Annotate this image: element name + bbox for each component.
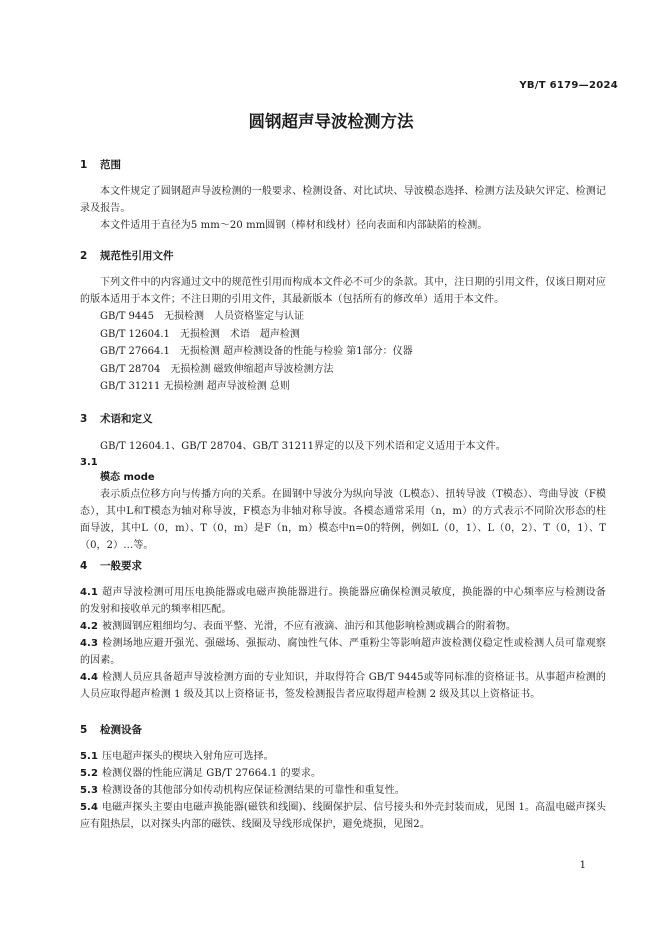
section-equipment xyxy=(80,723,606,737)
paragraph: 本文件适用于直径为5 mm～20 mm圆钢（棒材和线材）径向表面和内部缺陷的检测。 xyxy=(100,220,488,231)
term-name: 模态 mode xyxy=(100,472,155,483)
page-number: 1 xyxy=(579,860,586,871)
section-terms xyxy=(80,412,606,426)
section-heading: 4 一般要求 xyxy=(80,560,142,572)
standard-code: YB/T 6179—2024 xyxy=(519,80,618,91)
reference-item: GB/T 12604.1 无损检测 术语 超声检测 xyxy=(100,328,300,340)
document-title: 圆钢超声导波检测方法 xyxy=(248,112,414,131)
references-body xyxy=(80,274,606,396)
clause: 4.2 被测圆钢应粗细均匀、表面平整、光滑，不应有液滴、油污和其他影响检测或耦合的附着物。 xyxy=(80,621,517,632)
clause: 4.3 检测场地应避开强光、强磁场、强振动、腐蚀性气体、严重粉尘等影响超声波检测仪稳定性或检测人员可靠观察的因素。 xyxy=(80,638,606,666)
section-heading: 3 术语和定义 xyxy=(80,413,153,425)
reference-item: GB/T 31211 无损检测 超声导波检测 总则 xyxy=(100,381,290,392)
reference-item: GB/T 27664.1 无损检测 超声检测设备的性能与检验 第1部分：仪器 xyxy=(100,346,413,357)
scope-body xyxy=(80,183,606,234)
terms-body xyxy=(80,438,606,554)
clause: 5.1 压电超声探头的楔块入射角应可选择。 xyxy=(80,751,274,762)
term-definition: 表示质点位移方向与传播方向的关系。在圆钢中导波分为纵向导波（L模态）、扭转导波（T模态）、弯曲导波（F模态），其中L和T模态为轴对称导波，F模态为非轴对称导波。各模态通常采用（n，m）的方式表示不同阶次形态的柱面导波，其中L（0，m）、T（0，m）是F（n，m）模态中n=0的特例，例如L（0，1）、L（0，2）、T（0，1）、T（0，2）…等。 xyxy=(80,489,606,551)
term-number: 3.1 xyxy=(80,457,98,468)
section-scope xyxy=(80,158,606,172)
reference-item: GB/T 28704 无损检测 磁致伸缩超声导波检测方法 xyxy=(100,363,334,375)
paragraph: 本文件规定了圆钢超声导波检测的一般要求、检测设备、对比试块、导波模态选择、检测方法及缺欠评定、检测记录及报告。 xyxy=(80,186,606,214)
clause: 5.4 电磁声探头主要由电磁声换能器(磁铁和线圈)、线圈保护层、信号接头和外壳封装而成，见图 1。高温电磁声探头应有阻热层，以对探头内部的磁铁、线圈及导线形成保护，避免烧损，见图2。 xyxy=(80,802,606,830)
clause: 5.2 检测仪器的性能应满足 GB/T 27664.1 的要求。 xyxy=(80,768,322,779)
clause: 4.4 检测人员应具备超声导波检测方面的专业知识，并取得符合 GB/T 9445或等同标准的资格证书。从事超声检测的人员应取得超声检测 1 级及其以上资格证书，签发检测报告者应取得超声检测 2 级及其以上资格证书。 xyxy=(80,672,606,700)
section-heading: 2 规范性引用文件 xyxy=(80,250,174,262)
clause: 4.1 超声导波检测可用压电换能器或电磁声换能器进行。换能器应确保检测灵敏度，换能器的中心频率应与检测设备的发射和接收单元的频率相匹配。 xyxy=(80,587,606,615)
section-heading: 1 范围 xyxy=(80,159,121,171)
section-normative-references xyxy=(80,249,606,263)
paragraph: 下列文件中的内容通过文中的规范性引用而构成本文件必不可少的条款。其中，注日期的引用文件，仅该日期对应的版本适用于本文件；不注日期的引用文件，其最新版本（包括所有的修改单）适用于本文件。 xyxy=(80,277,606,305)
equipment-body xyxy=(80,748,606,833)
section-general-requirements xyxy=(80,559,606,573)
section-heading: 5 检测设备 xyxy=(80,724,142,736)
reference-item: GB/T 9445 无损检测 人员资格鉴定与认证 xyxy=(100,311,305,322)
requirements-body xyxy=(80,584,606,703)
clause: 5.3 检测设备的其他部分如传动机构应保证检测结果的可靠性和重复性。 xyxy=(80,785,405,796)
paragraph: GB/T 12604.1、GB/T 28704、GB/T 31211界定的以及下列术语和定义适用于本文件。 xyxy=(100,441,506,452)
